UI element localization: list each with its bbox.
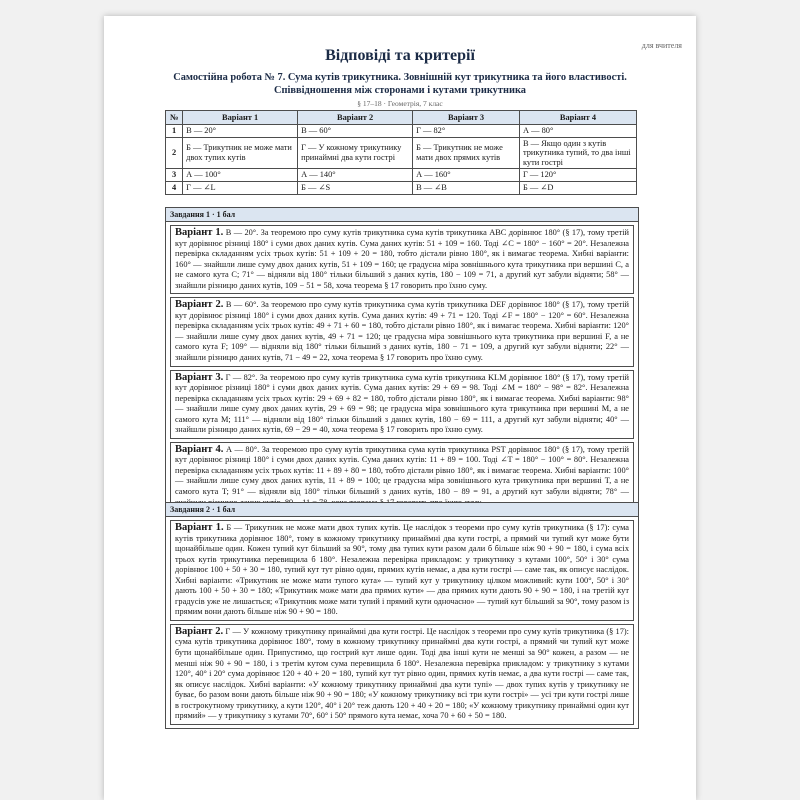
variant-text: Г — 82°. За теоремою про суму кутів трикутника сума кутів трикутника KLM дорівнює 180° (§ 17), тому третій кут дорівнює різниці 180° і суми двох даних кутів. Сума даних кутів: 29 + 69 = 98. Тоді ∠M = 180° − 98° = 82°. Незалежна перевірка складанням усіх трьох кутів: 29 + 69 + 82 = 180, тобто дістали рівно 180°, як і вимагає теорема. Хибні варіанти: 98° — знайшли лише суму двох даних кутів, 29 + 69 = 98; це градусна міра зовнішнього кута трикутника при вершині M, а не самого кута M; 111° — відняли від 180° тільки більший з даних кутів, 180 − 69 = 111, а другий кут забули відняти; 40° — знайшли різницю даних кутів, 69 − 29 = 40, хоча теорема § 17 говорить про їхню суму. <box>175 372 630 435</box>
page-title: Відповіді та критерії <box>325 47 475 64</box>
row-number: 2 <box>166 137 183 169</box>
answer-table-header-row <box>166 111 637 125</box>
table-cell: В — ∠B <box>413 181 520 194</box>
variant-label: Варіант 1. <box>175 227 224 238</box>
teacher-note: для вчителя <box>641 41 682 50</box>
variant-label: Варіант 3. <box>175 371 224 383</box>
table-cell: Г — 82° <box>413 125 520 138</box>
table-cell: Б — Трикутник не може мати двох тупих кутів <box>183 137 298 169</box>
task-2-section <box>165 502 639 729</box>
variant-label: Варіант 4. <box>175 443 224 455</box>
variant-label: Варіант 2. <box>175 625 224 637</box>
variant-label: Варіант 1. <box>175 522 224 533</box>
table-cell: Г — У кожному трикутнику принаймні два кути гострі <box>298 137 413 169</box>
variant-text: В — 60°. За теоремою про суму кутів трикутника сума кутів трикутника DEF дорівнює 180° (§ 17), тому третій кут дорівнює різниці 180° і суми двох даних кутів. Сума даних кутів: 49 + 71 = 120. Тоді ∠F = 180° − 120° = 60°. Незалежна перевірка складанням усіх трьох кутів: 49 + 71 + 60 = 180, тобто дістали рівно 180°, як і вимагає теорема. Хибні варіанти: 120° — знайшли лише суму двох даних кутів, 49 + 71 = 120; це градусна міра зовнішнього кута трикутника при вершині F, а не самого кута F; 109° — відняли від 180° тільки більший з даних кутів, 180 − 71 = 109, а другий кут забули відняти; 22° — знайшли різницю даних кутів, 71 − 49 = 22, хоча теорема § 17 говорить про їхню суму. <box>175 300 630 363</box>
table-cell: Г — 120° <box>519 169 636 182</box>
table-cell: В — 20° <box>183 125 298 138</box>
table-row <box>166 181 637 194</box>
column-header: Варіант 3 <box>413 111 520 125</box>
column-header: Варіант 4 <box>519 111 636 125</box>
table-row <box>166 169 637 182</box>
variant-explanation <box>170 225 634 294</box>
variant-text: В — 20°. За теоремою про суму кутів трикутника сума кутів трикутника ABC дорівнює 180° (§ 17), тому третій кут дорівнює різниці 180° і суми двох даних кутів. Сума даних кутів: 51 + 109 = 160. Тоді ∠C = 180° − 160° = 20°. Незалежна перевірка складанням усіх трьох кутів: 51 + 109 + 20 = 180, тобто дістали рівно 180°, як і вимагає теорема. Хибні варіанти: 160° — знайшли лише суму двох даних кутів, 51 + 109 = 160; це градусна міра зовнішнього кута трикутника при вершині C, а не самого кута C; 71° — відняли від 180° тільки більший з даних кутів, 180 − 109 = 71, а другий кут забули відняти; 58° — знайшли різницю даних кутів, 109 − 51 = 58, хоча теорема § 17 говорить про їхню суму. <box>175 228 629 290</box>
table-row <box>166 125 637 138</box>
row-number: 4 <box>166 181 183 194</box>
variant-explanation <box>170 624 634 725</box>
table-cell: Б — ∠S <box>298 181 413 194</box>
variant-text: Б — Трикутник не може мати двох тупих кутів. Це наслідок з теореми про суму кутів трикутника (§ 17): сума кутів трикутника дорівнює 180°, тому в кожному трикутнику принаймні два кути гострі, а прямий чи тупий кут може бути щонайбільше один. Кожен тупий кут більший за 90°, тому два тупих кути разом дали б більше ніж 90 + 90 = 180, і сума всіх трьох кутів трикутника перевищила б 180°. Незалежна перевірка прикладом: у трикутнику з кутами 100°, 50° і 30° сума дорівнює 100 + 50 + 30 = 180, тупий кут тут рівно один, прямих кутів немає, а два кути гострі — саме так, як описує наслідок. Хибні варіанти: «Трикутник не може мати тупого кута» — тупий кут у трикутнику цілком можливий: кути 100°, 50° і 30° дають 100 + 50 + 30 = 180; «Трикутник може мати два прямих кути» — два прямих кути дають 90 + 90 = 180, і на третій кут градусів уже не лишається; «Трикутник може мати тупий і прямий кути одночасно» — тупий кут більший за 90°, тому разом із прямим вони дають більше ніж 90 + 90 = 180. <box>175 523 630 617</box>
table-cell: В — Якщо один з кутів трикутника тупий, то два інші кути гострі <box>519 137 636 169</box>
table-cell: Б — Трикутник не може мати двох прямих кутів <box>413 137 520 169</box>
page-meta: § 17–18 · Геометрія, 7 клас <box>357 99 443 108</box>
variant-label: Варіант 2. <box>175 299 224 311</box>
table-cell: Б — ∠D <box>519 181 636 194</box>
table-cell: В — 60° <box>298 125 413 138</box>
column-header: Варіант 2 <box>298 111 413 125</box>
table-row <box>166 137 637 169</box>
section-heading: Завдання 1 · 1 бал <box>166 208 638 222</box>
column-header: № <box>166 111 183 125</box>
variant-explanation <box>170 442 634 511</box>
variant-explanation <box>170 520 634 621</box>
column-header: Варіант 1 <box>183 111 298 125</box>
row-number: 1 <box>166 125 183 138</box>
variant-explanation <box>170 297 634 366</box>
answer-table <box>165 110 637 195</box>
row-number: 3 <box>166 169 183 182</box>
variant-explanation <box>170 370 634 439</box>
table-cell: А — 140° <box>298 169 413 182</box>
task-1-section <box>165 207 639 515</box>
variant-text: Г — У кожному трикутнику принаймні два кути гострі. Це наслідок з теореми про суму кутів трикутника (§ 17): сума кутів трикутника дорівнює 180°, тому в кожному трикутнику принаймні два кути гострі, а прямий чи тупий кут може бути щонайбільше один. Припустимо, що гострий кут лише один. Тоді два інші кути не менші за 90° кожен, а разом — не менші ніж 90 + 90 = 180, і з третім кутом сума перевищила б 180°. Незалежна перевірка прикладом: у трикутнику з кутами 120°, 40° і 20° сума дорівнює 120 + 40 + 20 = 180, тупий кут тут рівно один, прямих кутів немає, а два кути гострі — саме так, як описує наслідок. Хибні варіанти: «У кожному трикутнику принаймні два кути тупі» — двох тупих кутів у трикутнику не буває, бо разом вони дають більше ніж 90 + 90 = 180; «У кожному трикутнику всі три кути гострі» — усі три кути гострі лише в гострокутному трикутнику, а кути 120°, 40° і 20° теж дають 120 + 40 + 20 = 180; «У кожному трикутнику принаймні один кут прямий» — у трикутнику з кутами 70°, 60° і 50° прямого кута немає, хоча 70 + 60 + 50 = 180. <box>175 626 630 721</box>
table-cell: А — 100° <box>183 169 298 182</box>
table-cell: Г — ∠L <box>183 181 298 194</box>
page-subtitle: Самостійна робота № 7. Сума кутів трикутника. Зовнішній кут трикутника та його властивості. Співвідношення між сторонами і кутами трикутника <box>173 72 627 96</box>
section-heading: Завдання 2 · 1 бал <box>166 503 638 517</box>
variant-text: А — 80°. За теоремою про суму кутів трикутника сума кутів трикутника PST дорівнює 180° (§ 17), тому третій кут дорівнює різниці 180° і суми двох даних кутів. Сума даних кутів: 11 + 89 = 100. Тоді ∠T = 180° − 100° = 80°. Незалежна перевірка складанням усіх трьох кутів: 11 + 89 + 80 = 180, тобто дістали рівно 180°, як і вимагає теорема. Хибні варіанти: 100° — знайшли лише суму двох даних кутів, 11 + 89 = 100; це градусна міра зовнішнього кута трикутника при вершині T, а не самого кута T; 91° — відняли від 180° тільки більший з даних кутів, 180 − 89 = 91, а другий кут забули відняти; 78° — <box>175 444 629 497</box>
table-cell: А — 80° <box>519 125 636 138</box>
table-cell: А — 160° <box>413 169 520 182</box>
worksheet-page <box>104 16 696 800</box>
